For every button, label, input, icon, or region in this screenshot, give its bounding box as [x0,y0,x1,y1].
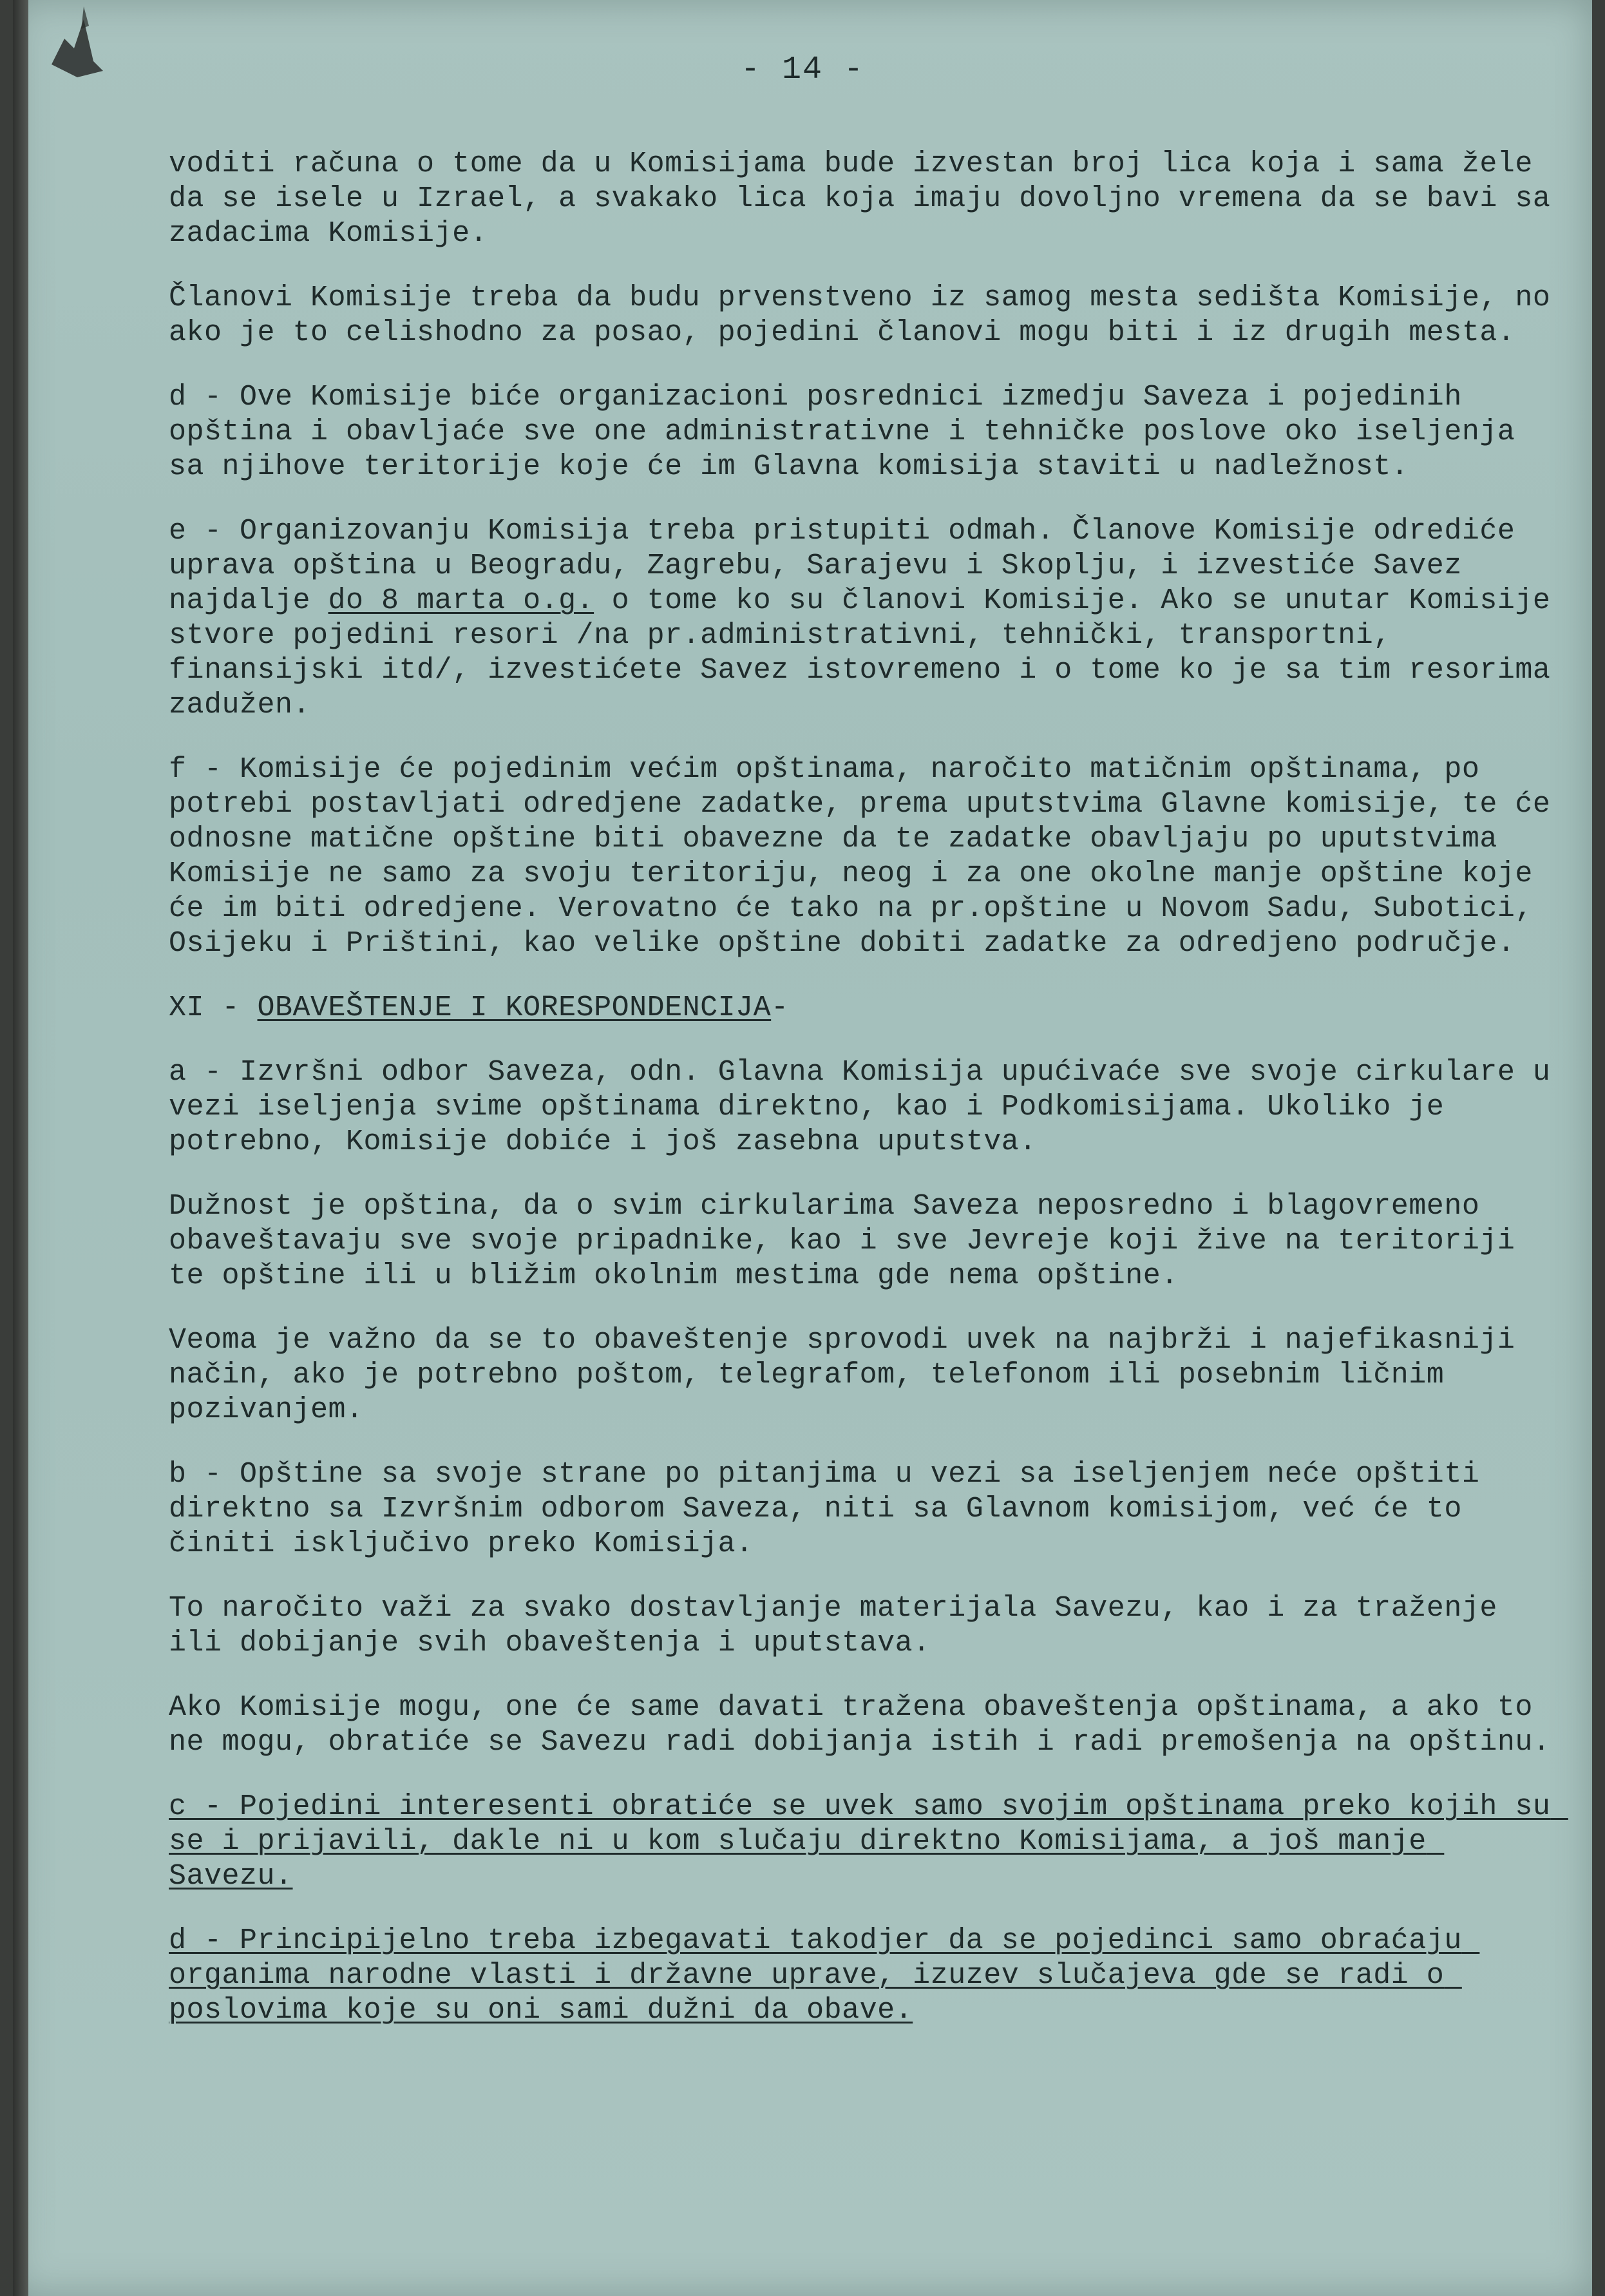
deadline-date: do 8 marta o.g. [328,584,594,617]
page-number: - 14 - [740,52,865,88]
paragraph-b-communication: b - Opštine sa svoje strane po pitanjima u vezi sa iseljenjem neće opštiti direktno sa Izvršnim odborom Saveza, niti sa Glavnom komisijom, već će to činiti isključivo preko Komisija. [169,1458,1497,1560]
section-suffix: - [771,991,789,1024]
section-title: OBAVEŠTENJE I KORESPONDENCIJA [257,991,772,1024]
paragraph-notification-method: Veoma je važno da se to obaveštenje sprovodi uvek na najbrži i najefikasniji način, ako je potrebno poštom, telegrafom, telefonom ili posebnim ličnim pozivanjem. [169,1324,1533,1426]
section-heading-xi [169,991,1566,1026]
page-edge-shadow [13,0,28,2296]
paragraph-materials: To naročito važi za svako dostavljanje materijala Savezu, kao i za traženje ili dobijanje svih obaveštenja i uputstava. [169,1592,1515,1660]
paragraph-a-circulars: a - Izvršni odbor Saveza, odn. Glavna Komisija upućivaće sve svoje cirkulare u vezi iseljenja svime opštinama direktno, kao i Podkomisijama. Ukoliko je potrebno, Komisije dobiće i još zasebna uputstva. [169,1056,1568,1158]
paragraph-c-interested-parties: c - Pojedini interesenti obratiće se uvek samo svojim opštinama preko kojih su se i prijavili, dakle ni u kom slučaju direktno Komisijama, a još manje Savezu. [169,1790,1568,1893]
paragraph-e-text-before: e - Organizovanju Komisija treba pristupiti odmah. Članove Komisije odrediće uprava opština u Beogradu, Zagrebu, Sarajevu i Skoplju, i izvestiće Savez najdalje [169,515,1533,617]
paragraph-commission-info: Ako Komisije mogu, one će same davati tražena obaveštenja opštinama, a ako to ne mogu, obratiće se Savezu radi dobijanja istih i radi premošenja na opštinu. [169,1691,1551,1759]
section-number: XI - [169,991,258,1024]
paragraph-commission-members-intro: voditi računa o tome da u Komisijama bude izvestan broj lica koja i sama žele da se isele u Izrael, a svakako lica koja imaju dovoljno vremena da se bavi sa zadacima Komisije. [169,148,1568,250]
paragraph-duty-of-municipalities: Dužnost je opština, da o svim cirkularima Saveza neposredno i blagovremeno obaveštavaju sve svoje pripadnike, kao i sve Jevreje koji žive na teritoriji te opštine ili u bližim okolnim mestima gde nema opštine. [169,1190,1533,1292]
paragraph-f-tasks: f - Komisije će pojedinim većim opštinama, naročito matičnim opštinama, po potrebi postavljati odredjene zadatke, prema uputstvima Glavne komisije, te će odnosne matične opštine biti obavezne da te zadatke obavljaju po uputstvima Komisije ne samo za svoju teritoriju, neog i za one okolne manje opštine koje će im biti odredjene. Verovatno će tako na pr.opštine u Novom Sadu, Subotici, Osijeku i Prištini, kao velike opštine dobiti zadatke za odredjeno područje. [169,753,1568,960]
paragraph-e-text-after: o tome ko su članovi Komisije. Ako se unutar Komisije stvore pojedini resori /na pr.administrativni, tehnički, transportni, finansijski itd/, izvestićete Savez istovremeno i o tome ko je sa tim resorima zadužen. [169,584,1568,722]
document-page [13,0,1592,2296]
paragraph-d-principle: d - Principijelno treba izbegavati takodjer da se pojedinci samo obraćaju organima narodne vlasti i državne uprave, izuzev slučajeva gde se radi o poslovima koje su oni sami dužni da obave. [169,1924,1480,2027]
paragraph-e-organization [169,514,1566,723]
paragraph-commission-seat: Članovi Komisije treba da budu prvenstveno iz samog mesta sedišta Komisije, no ako je to celishodno za posao, pojedini članovi mogu biti i iz drugih mesta. [169,282,1568,349]
paragraph-d-intermediaries: d - Ove Komisije biće organizacioni posrednici izmedju Saveza i pojedinih opština i obavljaće sve one administrativne i tehničke poslove oko iseljenja sa njihove teritorije koje će im Glavna komisija staviti u nadležnost. [169,381,1533,483]
document-body [169,147,1566,2058]
